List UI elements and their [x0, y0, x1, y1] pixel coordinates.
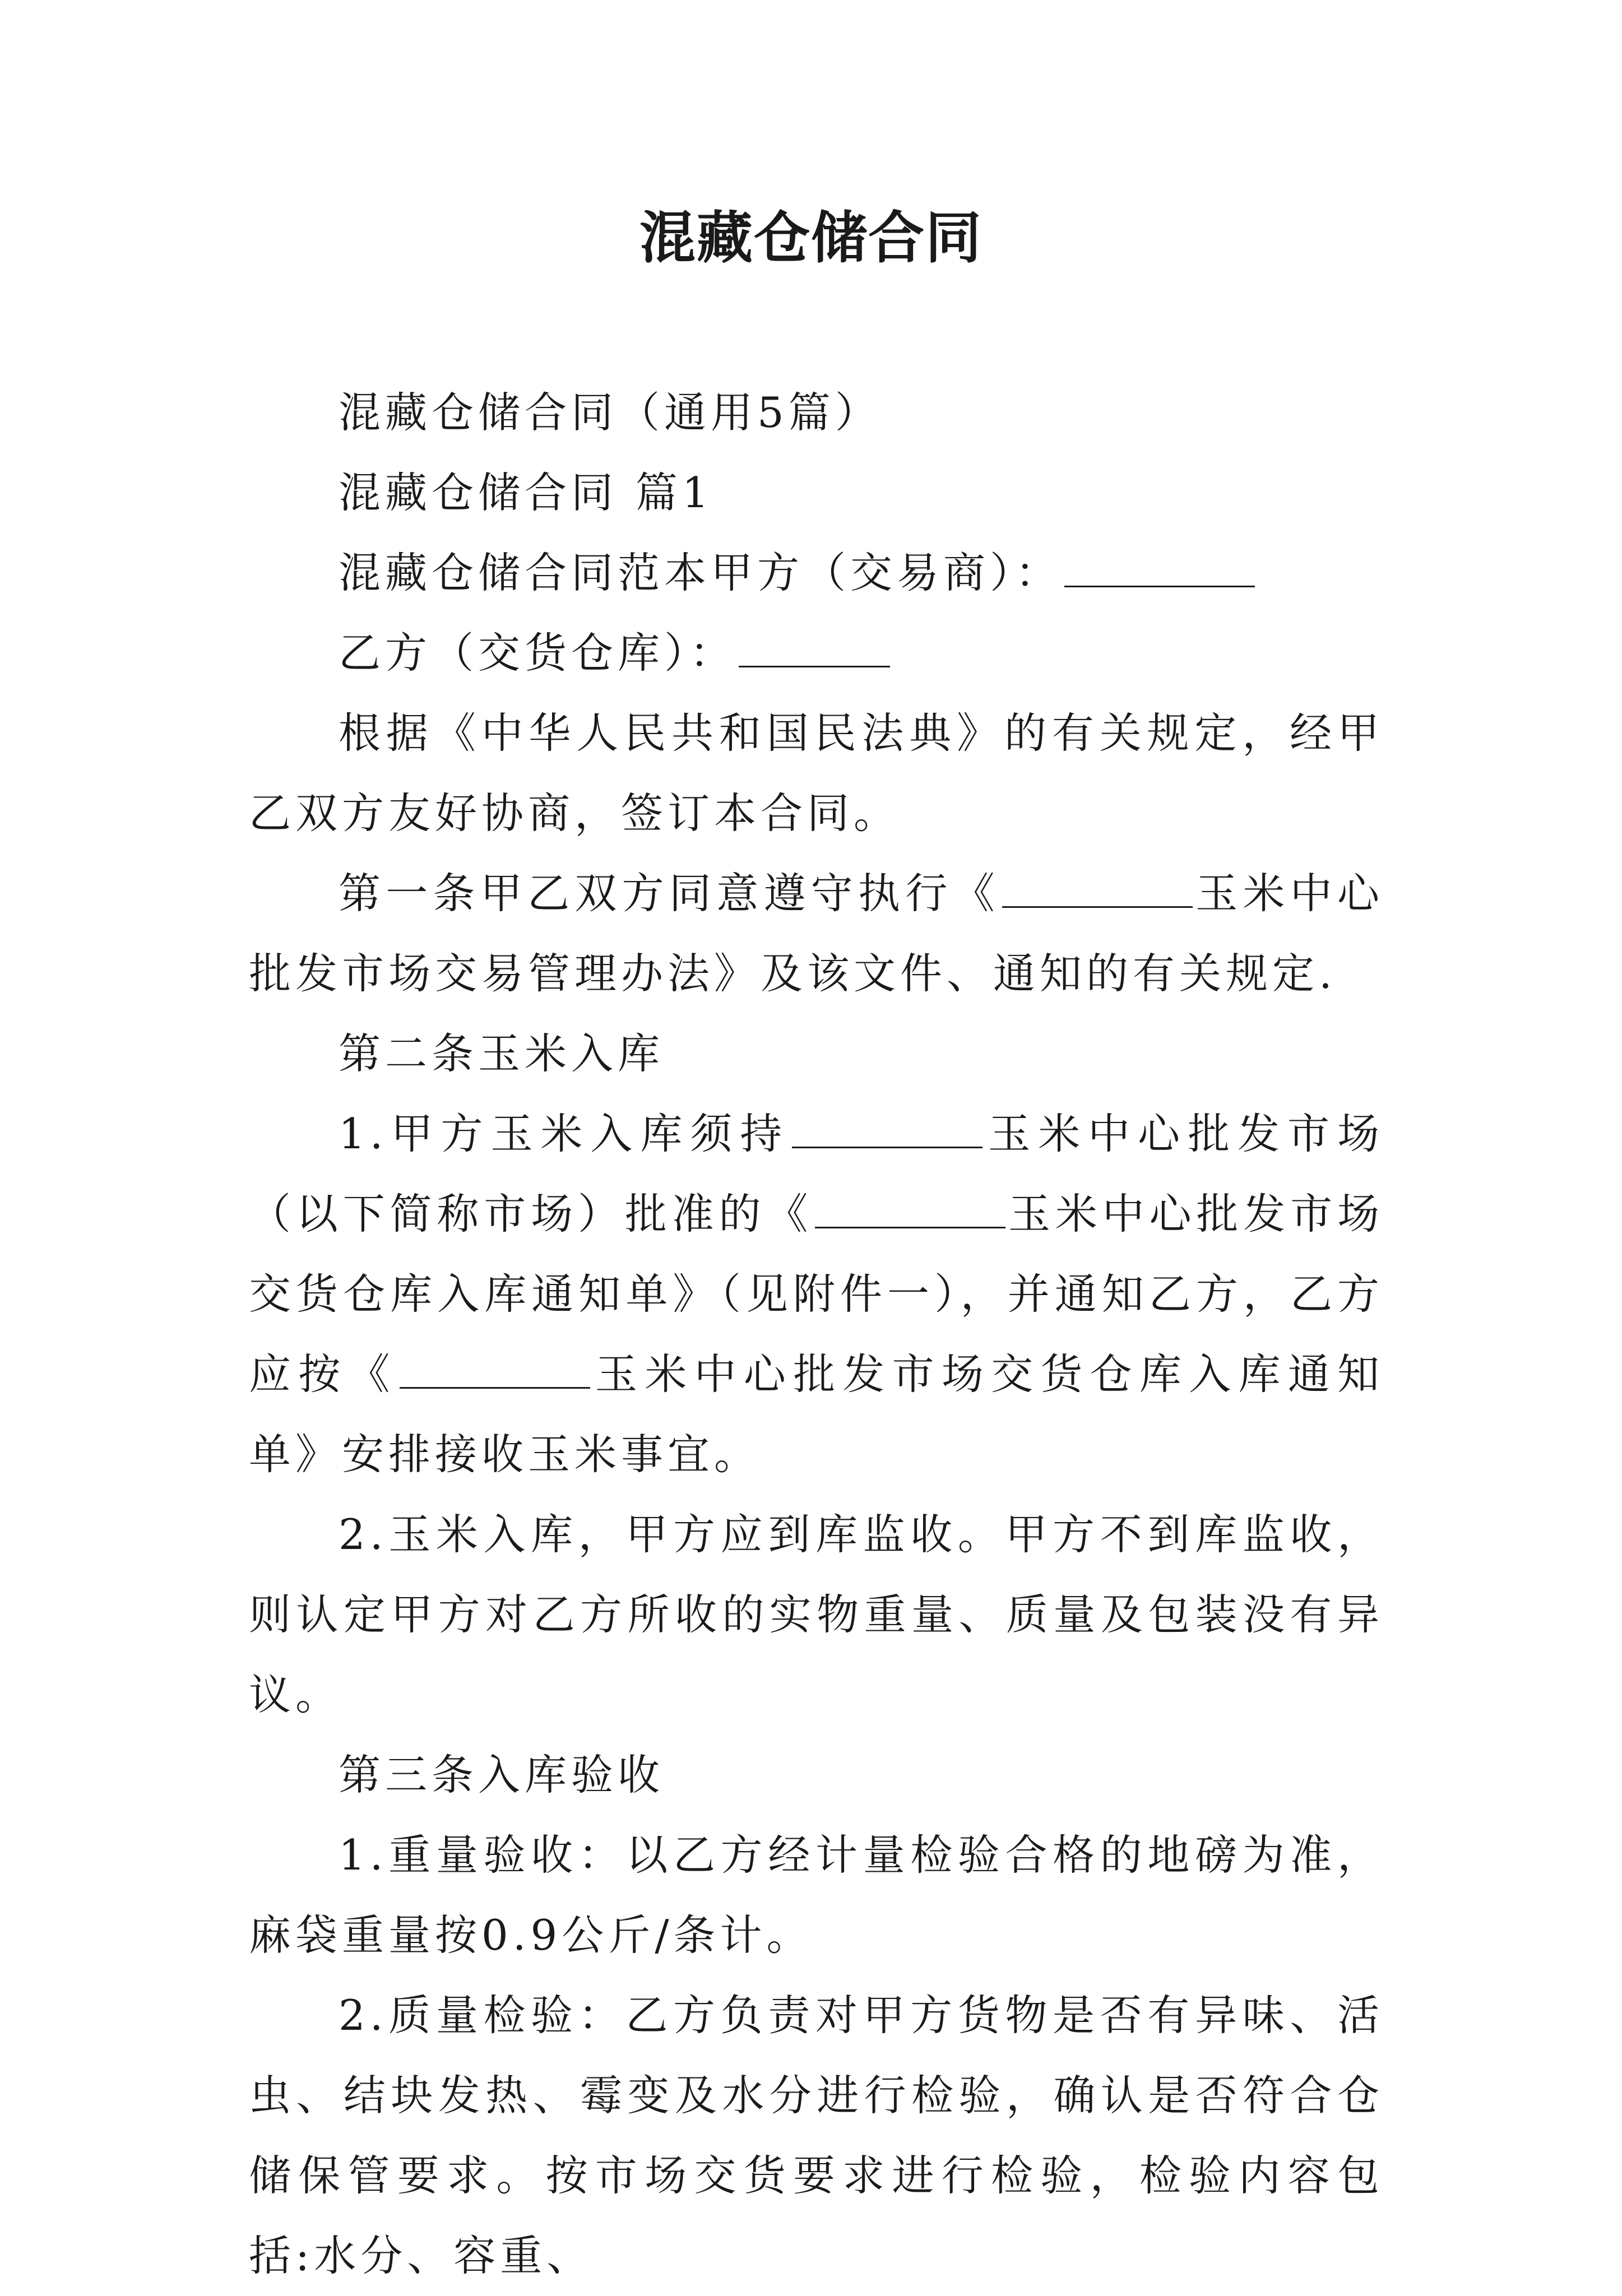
- party-a-blank: [1064, 551, 1255, 587]
- item-1-blank-1: [792, 1112, 983, 1148]
- paragraph-subtitle: 混藏仓储合同（通用5篇）: [339, 388, 882, 437]
- paragraph-article-3-heading: 第三条入库验收: [339, 1750, 665, 1799]
- item-1-seg1: 1.甲方玉米入库须持: [339, 1109, 790, 1158]
- paragraph-party-b: [249, 613, 1384, 693]
- article-1-blank: [1002, 871, 1193, 908]
- item-1-seg2: 玉米中心批发市场（以下简称市场）批准的《: [249, 1109, 1384, 1239]
- article-1-text-before: 第一条甲乙双方同意遵守执行《: [339, 869, 1000, 918]
- paragraph-section-heading: 混藏仓储合同 篇1: [339, 468, 713, 517]
- item-1-seg4: 玉米中心批发市场交货仓库入库通知单》安排接收玉米事宜。: [249, 1349, 1384, 1479]
- paragraph-article-1: [249, 854, 1384, 1014]
- item-1-seg3: 玉米中心批发市场交货仓库入库通知单》（见附件一），并通知乙方，乙方应按《: [249, 1189, 1384, 1399]
- document-body: [249, 373, 1384, 2296]
- paragraph-article-2-heading: 第二条玉米入库: [339, 1029, 665, 1078]
- paragraph-preamble: 根据《中华人民共和国民法典》的有关规定，经甲乙双方友好协商，签订本合同。: [249, 708, 1384, 838]
- paragraph-article-3-item-1: 1.重量验收：以乙方经计量检验合格的地磅为准，麻袋重量按0.9公斤/条计。: [249, 1830, 1384, 1960]
- paragraph-article-2-item-2: 2.玉米入库，甲方应到库监收。甲方不到库监收，则认定甲方对乙方所收的实物重量、质量及包装没有异议。: [249, 1510, 1384, 1719]
- party-a-label: 混藏仓储合同范本甲方（交易商）：: [339, 548, 1062, 597]
- article-1-text-after: 玉米中心批发市场交易管理办法》及该文件、通知的有关规定.: [249, 869, 1384, 998]
- party-b-label: 乙方（交货仓库）：: [339, 628, 736, 678]
- paragraph-article-3-item-2: 2.质量检验：乙方负责对甲方货物是否有异味、活虫、结块发热、霉变及水分进行检验，确认是否符合仓储保管要求。按市场交货要求进行检验，检验内容包括:水分、容重、: [249, 1991, 1384, 2280]
- item-1-blank-2: [815, 1192, 1005, 1228]
- party-b-blank: [739, 631, 890, 667]
- item-1-blank-3: [400, 1352, 590, 1389]
- paragraph-party-a: [249, 533, 1384, 613]
- document-title: 混藏仓储合同: [639, 205, 983, 271]
- paragraph-article-2-item-1: [249, 1094, 1384, 1495]
